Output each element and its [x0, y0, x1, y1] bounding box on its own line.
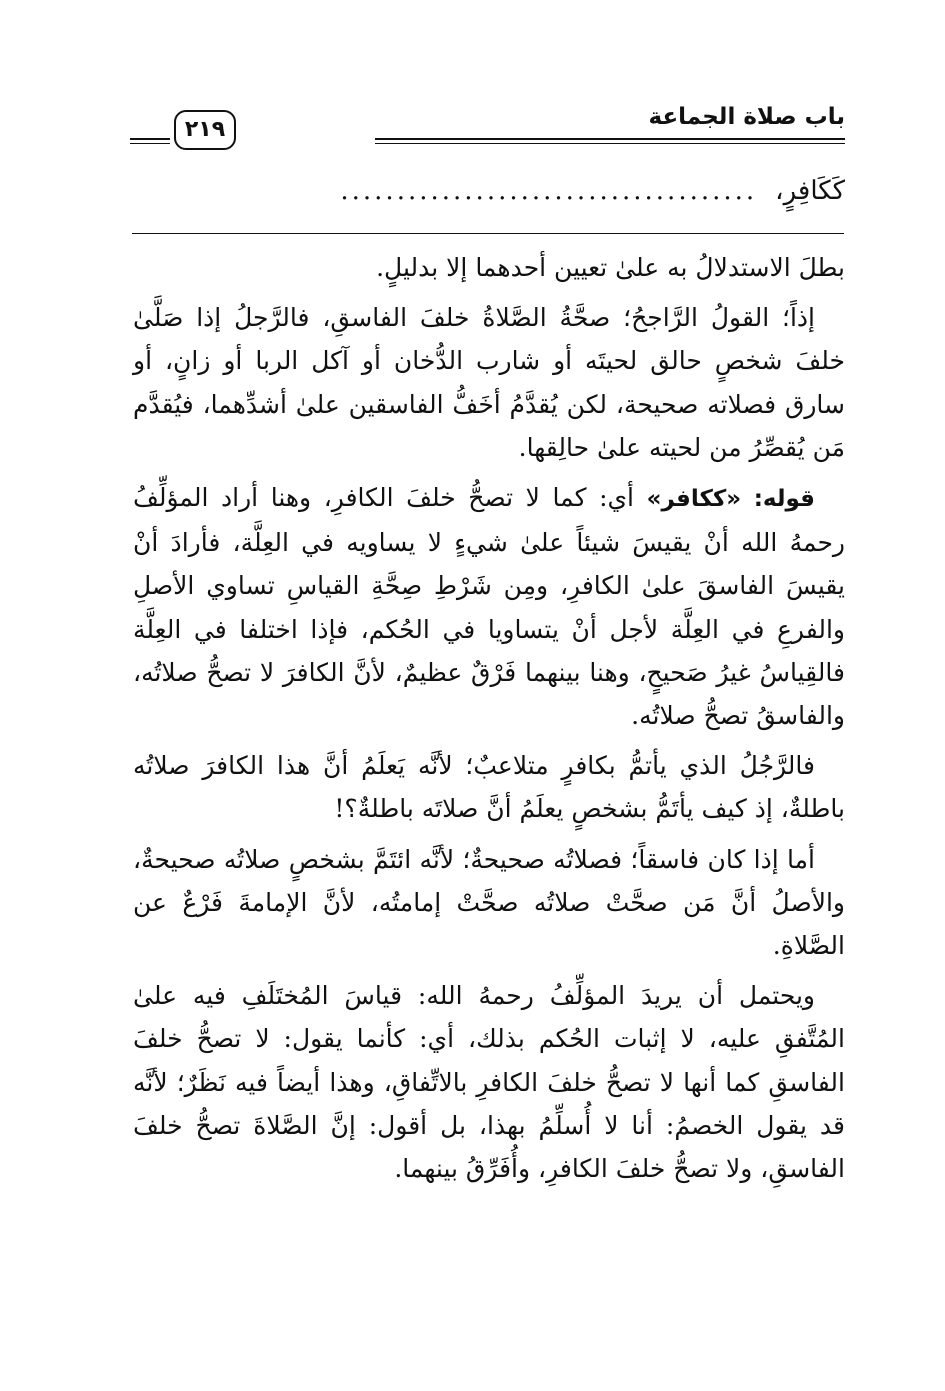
paragraph — [133, 838, 845, 968]
commentary-body — [133, 246, 845, 1197]
ellipsis-dots: ..................................... — [340, 176, 758, 206]
paragraph-text: ويحتمل أن يريدَ المؤلِّفُ رحمهُ الله: قياسَ المُختَلَفِ فيه علىٰ المُتَّفقِ عليه، لا إثبات الحُكم بذلك، أي: كأنما يقول: لا تصحُّ خلفَ الفاسقِ كما أنها لا تصحُّ خلفَ الكافرِ بالاتِّفاقِ، وهذا أيضاً فيه نَظَرٌ؛ لأنَّه قد يقول الخصمُ: أنا لا أُسلِّمُ بهذا، بل أقول: إنَّ الصَّلاةَ تصحُّ خلفَ الفاسقِ، ولا تصحُّ خلفَ الكافرِ، وأُفَرِّقُ بينهما. — [133, 981, 845, 1184]
page-number: ٢١٩ — [174, 110, 236, 150]
paragraph-text: فالرَّجُلُ الذي يأتمُّ بكافرٍ متلاعبٌ؛ لأنَّه يَعلَمُ أنَّ هذا الكافرَ صلاتُه باطلةٌ، إذ كيف يأتَمُّ بشخصٍ يعلَمُ أنَّ صلاتَه باطلةٌ؟! — [133, 751, 845, 824]
paragraph — [133, 476, 845, 737]
paragraph-text: بطلَ الاستدلالُ به علىٰ تعيين أحدهما إلا بدليلٍ. — [376, 253, 845, 282]
separator-rule — [132, 233, 844, 234]
paragraph-text: أما إذا كان فاسقاً؛ فصلاتُه صحيحةٌ؛ لأنَّه ائتَمَّ بشخصٍ صلاتُه صحيحةٌ، والأصلُ أنَّ مَن صحَّتْ صلاتُه صحَّتْ إمامتُه، لأنَّ الإمامةَ فَرْعٌ عن الصَّلاةِ. — [133, 844, 845, 961]
paragraph-lead: قوله: «ككافر» — [646, 486, 815, 513]
matn-quote-line — [125, 176, 845, 220]
paragraph — [133, 974, 845, 1190]
paragraph — [133, 296, 845, 469]
paragraph — [133, 246, 845, 289]
paragraph-text: إذاً؛ القولُ الرَّاجحُ؛ صحَّةُ الصَّلاةُ خلفَ الفاسقِ، فالرَّجلُ إذا صَلَّىٰ خلفَ شخصٍ حالق لحيتَه أو شارب الدُّخان أو آكل الربا أو زانٍ، أو سارق فصلاته صحيحة، لكن يُقدَّمُ أخَفُّ الفاسقين علىٰ أشدِّهما، فيُقدَّم مَن يُقصِّرُ من لحيته علىٰ حالِقها. — [133, 303, 845, 462]
chapter-title: باب صلاة الجماعة — [648, 104, 845, 130]
matn-quote-text: كَكَافِرٍ، — [775, 176, 845, 206]
header-rule — [375, 138, 845, 144]
header-rule-short — [130, 138, 170, 144]
paragraph-text: أي: كما لا تصحُّ خلفَ الكافرِ، وهنا أراد المؤلِّفُ رحمهُ الله أنْ يقيسَ شيئاً علىٰ شيءٍ لا يساويه في العِلَّة، فأرادَ أنْ يقيسَ الفاسقَ علىٰ الكافرِ، ومِن شَرْطِ صِحَّةِ القياسِ تساوي الأصلِ والفرعِ في العِلَّة لأجل أنْ يتساويا في الحُكم، فإذا اختلفا في العِلَّة فالقِياسُ غيرُ صَحيحٍ، وهنا بينهما فَرْقٌ عظيمٌ، لأنَّ الكافرَ لا تصحُّ صلاتُه، والفاسقُ تصحُّ صلاتُه. — [133, 483, 845, 731]
paragraph — [133, 744, 845, 830]
page-header — [130, 98, 845, 158]
